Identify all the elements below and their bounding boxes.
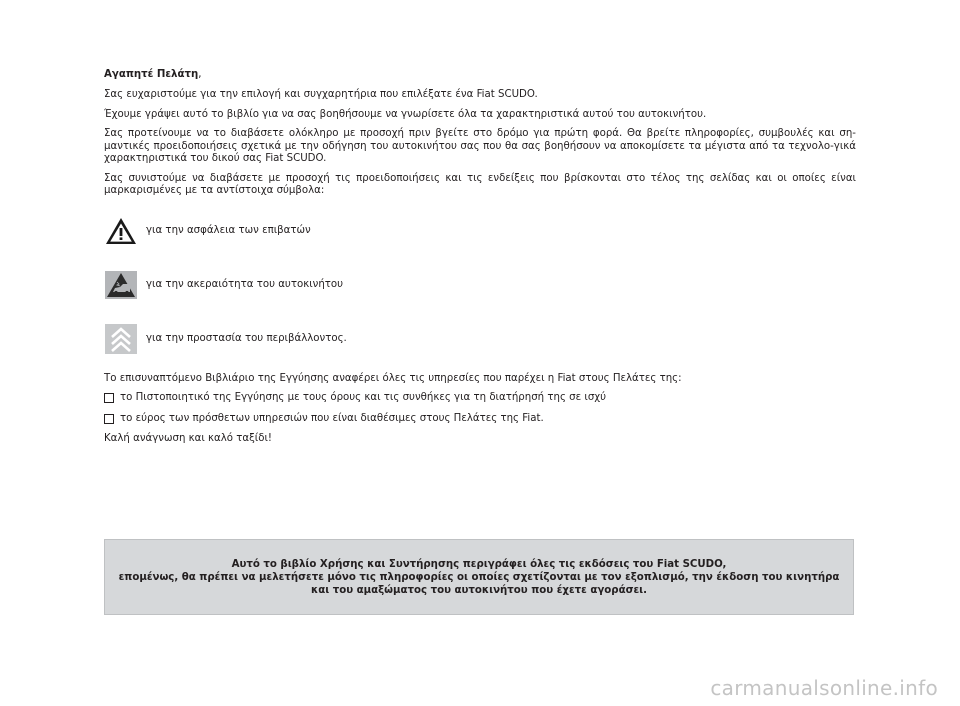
symbol-row-car: [104, 270, 856, 300]
greeting-title: Αγαπητέ Πελάτη: [104, 69, 199, 80]
car-damage-icon: [104, 270, 138, 300]
checkbox-bullet-icon: [104, 393, 114, 403]
recommendation-paragraph: Σας προτείνουμε να το διαβάσετε ολόκληρο με προσοχή πριν βγείτε στο δρόμο για πρώτη φορά. Θα βρείτε πληροφορίες, συμβουλές και ση-μαντικές προειδοποιήσεις σχετικά με την οδήγηση του αυτοκινήτου σας που θα σας βοηθήσουν να αποκομίσετε τα μέγιστα από τα τεχνολο-γικά χαρακτηριστικά του δικού σας Fiat SCUDO.: [104, 128, 856, 164]
symbol-row-safety: [104, 216, 856, 246]
notice-line-1: Αυτό το βιβλίο Χρήσης και Συντήρησης περιγράφει όλες τις εκδόσεις του Fiat SCUDO,: [231, 558, 727, 570]
notice-line-3: και του αμαξώματος του αυτοκινήτου που έχετε αγοράσει.: [310, 584, 648, 596]
notice-line-2: επομένως, θα πρέπει να μελετήσετε μόνο τις πληροφορίες οι οποίες σχετίζονται με τον εξοπλισμό, την έκδοση του κινητήρα: [118, 571, 840, 583]
environment-icon: [104, 324, 138, 354]
notice-box: [104, 539, 854, 615]
warning-triangle-icon: [104, 216, 138, 246]
purpose-paragraph: Έχουμε γράψει αυτό το βιβλίο για να σας βοηθήσουμε να γνωρίσετε όλα τα χαρακτηριστικά αυτού του αυτοκινήτου.: [104, 108, 707, 120]
bullet-item: [104, 413, 856, 426]
manual-intro-page: [104, 68, 856, 453]
bullet-item: [104, 392, 856, 405]
closing-line: Καλή ανάγνωση και καλό ταξίδι!: [104, 433, 273, 444]
greeting: [104, 68, 856, 81]
bullet-text: το Πιστοποιητικό της Εγγύησης με τους όρους και τις συνθήκες για τη διατήρησή της σε ισχύ: [120, 392, 607, 403]
checkbox-bullet-icon: [104, 414, 114, 424]
symbol-label-environment: για την προστασία του περιβάλλοντος.: [146, 332, 347, 344]
warnings-paragraph: Σας συνιστούμε να διαβάσετε με προσοχή τις προειδοποιήσεις και τις ενδείξεις που βρίσκονται στο τέλος της σελίδας και οι οποίες είναι μαρκαρισμένες με τα αντίστοιχα σύμβολα:: [104, 172, 856, 196]
warranty-intro: Το επισυναπτόμενο Βιβλιάριο της Εγγύησης αναφέρει όλες τις υπηρεσίες που παρέχει η Fiat στους Πελάτες της:: [104, 372, 682, 384]
symbol-row-environment: [104, 324, 856, 354]
bullet-text: το εύρος των πρόσθετων υπηρεσιών που είναι διαθέσιμες στους Πελάτες της Fiat.: [120, 412, 544, 424]
greeting-comma: ,: [198, 69, 202, 80]
thanks-paragraph: Σας ευχαριστούμε για την επιλογή και συγχαρητήρια που επιλέξατε ένα Fiat SCUDO.: [104, 89, 538, 100]
symbol-label-safety: για την ασφάλεια των επιβατών: [146, 224, 311, 236]
watermark: carmanualsonline.info: [710, 676, 938, 700]
symbol-label-car: για την ακεραιότητα του αυτοκινήτου: [146, 278, 344, 290]
